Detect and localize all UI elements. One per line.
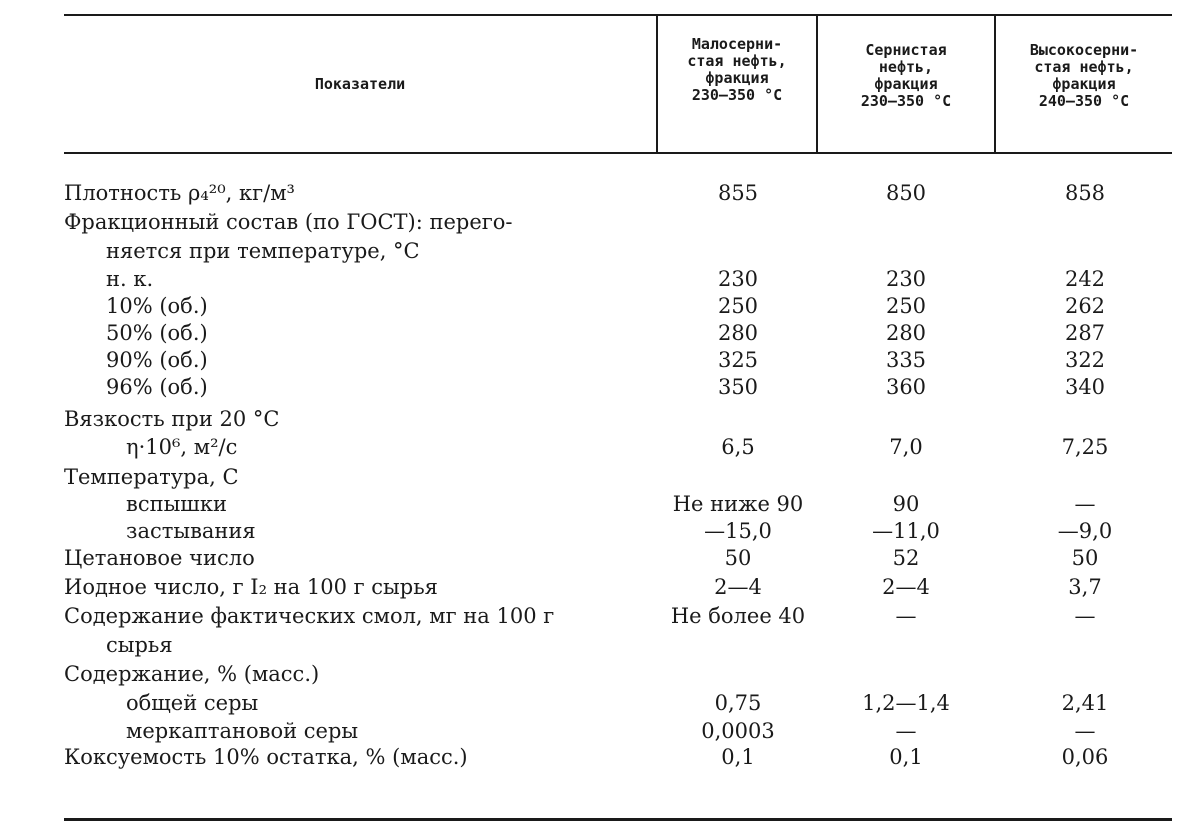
table-row [0, 266, 1195, 294]
row-value-col2: 90 [892, 492, 920, 516]
row-label: Содержание, % (масс.) [64, 662, 320, 686]
table-row [0, 545, 1195, 573]
row-value-col2: — [895, 604, 917, 628]
row-value-col1: Не ниже 90 [672, 492, 804, 516]
row-value-col3: 242 [1064, 267, 1106, 291]
table-row [0, 347, 1195, 375]
table-row [0, 690, 1195, 718]
row-value-col3: 7,25 [1061, 435, 1109, 459]
row-value-col2: 1,2—1,4 [862, 691, 950, 715]
row-value-col2: 2—4 [882, 575, 930, 599]
header-col1: Малосерни- стая нефть, фракция 230—350 °С [687, 35, 787, 104]
row-value-col2: 230 [885, 267, 927, 291]
table-row [0, 603, 1195, 631]
row-label: 50% (об.) [106, 321, 208, 345]
table-row [0, 434, 1195, 462]
row-value-col1: 250 [717, 294, 759, 318]
row-value-col3: — [1074, 604, 1096, 628]
row-label: Цетановое число [64, 546, 255, 570]
table-row [0, 464, 1195, 492]
row-label: 10% (об.) [106, 294, 208, 318]
row-value-col3: 322 [1064, 348, 1106, 372]
table-row [0, 180, 1195, 208]
table-row [0, 238, 1195, 266]
table-row [0, 744, 1195, 772]
top-rule [64, 14, 1172, 16]
table-row [0, 491, 1195, 519]
table-row [0, 718, 1195, 746]
table-row [0, 574, 1195, 602]
row-label: η·10⁶, м²/с [126, 435, 238, 459]
row-label: Иодное число, г I₂ на 100 г сырья [64, 575, 438, 599]
row-value-col2: — [895, 719, 917, 743]
row-value-col1: 325 [717, 348, 759, 372]
header-col2: Сернистая нефть, фракция 230—350 °С [860, 41, 952, 110]
row-value-col3: 340 [1064, 375, 1106, 399]
row-value-col3: 287 [1064, 321, 1106, 345]
row-label: Фракционный состав (по ГОСТ): перего- [64, 210, 513, 234]
row-value-col1: 280 [717, 321, 759, 345]
bottom-rule [64, 818, 1172, 821]
row-value-col1: 2—4 [714, 575, 762, 599]
row-label: вспышки [126, 492, 227, 516]
row-value-col1: 230 [717, 267, 759, 291]
row-value-col1: 855 [717, 181, 759, 205]
row-value-col2: 280 [885, 321, 927, 345]
row-label: 90% (об.) [106, 348, 208, 372]
row-label: 96% (об.) [106, 375, 208, 399]
row-value-col3: 262 [1064, 294, 1106, 318]
row-value-col2: 7,0 [889, 435, 923, 459]
row-value-col2: 250 [885, 294, 927, 318]
row-value-col3: —9,0 [1057, 519, 1113, 543]
row-value-col2: 52 [892, 546, 920, 570]
row-value-col2: 360 [885, 375, 927, 399]
row-value-col1: 0,0003 [701, 719, 775, 743]
row-value-col1: 350 [717, 375, 759, 399]
table-row [0, 320, 1195, 348]
table-row [0, 209, 1195, 237]
table-row [0, 406, 1195, 434]
row-value-col2: —11,0 [872, 519, 940, 543]
table-row [0, 518, 1195, 546]
row-value-col2: 850 [885, 181, 927, 205]
row-value-col1: —15,0 [704, 519, 772, 543]
row-label: общей серы [126, 691, 259, 715]
row-value-col3: — [1074, 492, 1096, 516]
row-value-col1: 50 [724, 546, 752, 570]
row-value-col1: 0,75 [714, 691, 762, 715]
row-label: н. к. [106, 267, 154, 291]
table-row [0, 293, 1195, 321]
row-label: Температура, С [64, 465, 239, 489]
row-value-col3: 50 [1071, 546, 1099, 570]
table-row [0, 374, 1195, 402]
table-row [0, 661, 1195, 689]
header-indicator: Показатели [314, 75, 406, 93]
row-value-col3: 3,7 [1068, 575, 1102, 599]
row-label: няется при температуре, °С [106, 239, 420, 263]
row-value-col2: 0,1 [889, 745, 923, 769]
row-value-col1: Не более 40 [670, 604, 806, 628]
header-rule [64, 152, 1172, 154]
row-value-col2: 335 [885, 348, 927, 372]
row-label: застывания [126, 519, 256, 543]
row-label: меркаптановой серы [126, 719, 359, 743]
row-value-col3: 2,41 [1061, 691, 1109, 715]
row-value-col3: 858 [1064, 181, 1106, 205]
row-label: Содержание фактических смол, мг на 100 г [64, 604, 555, 628]
table-row [0, 632, 1195, 660]
row-label: Вязкость при 20 °С [64, 407, 280, 431]
row-value-col1: 0,1 [721, 745, 755, 769]
row-value-col1: 6,5 [721, 435, 755, 459]
row-label: Коксуемость 10% остатка, % (масс.) [64, 745, 468, 769]
row-value-col3: 0,06 [1061, 745, 1109, 769]
header-col3: Высокосерни- стая нефть, фракция 240—350 °С [1029, 41, 1139, 110]
row-value-col3: — [1074, 719, 1096, 743]
row-label: Плотность ρ₄²⁰, кг/м³ [64, 181, 295, 205]
row-label: сырья [106, 633, 173, 657]
